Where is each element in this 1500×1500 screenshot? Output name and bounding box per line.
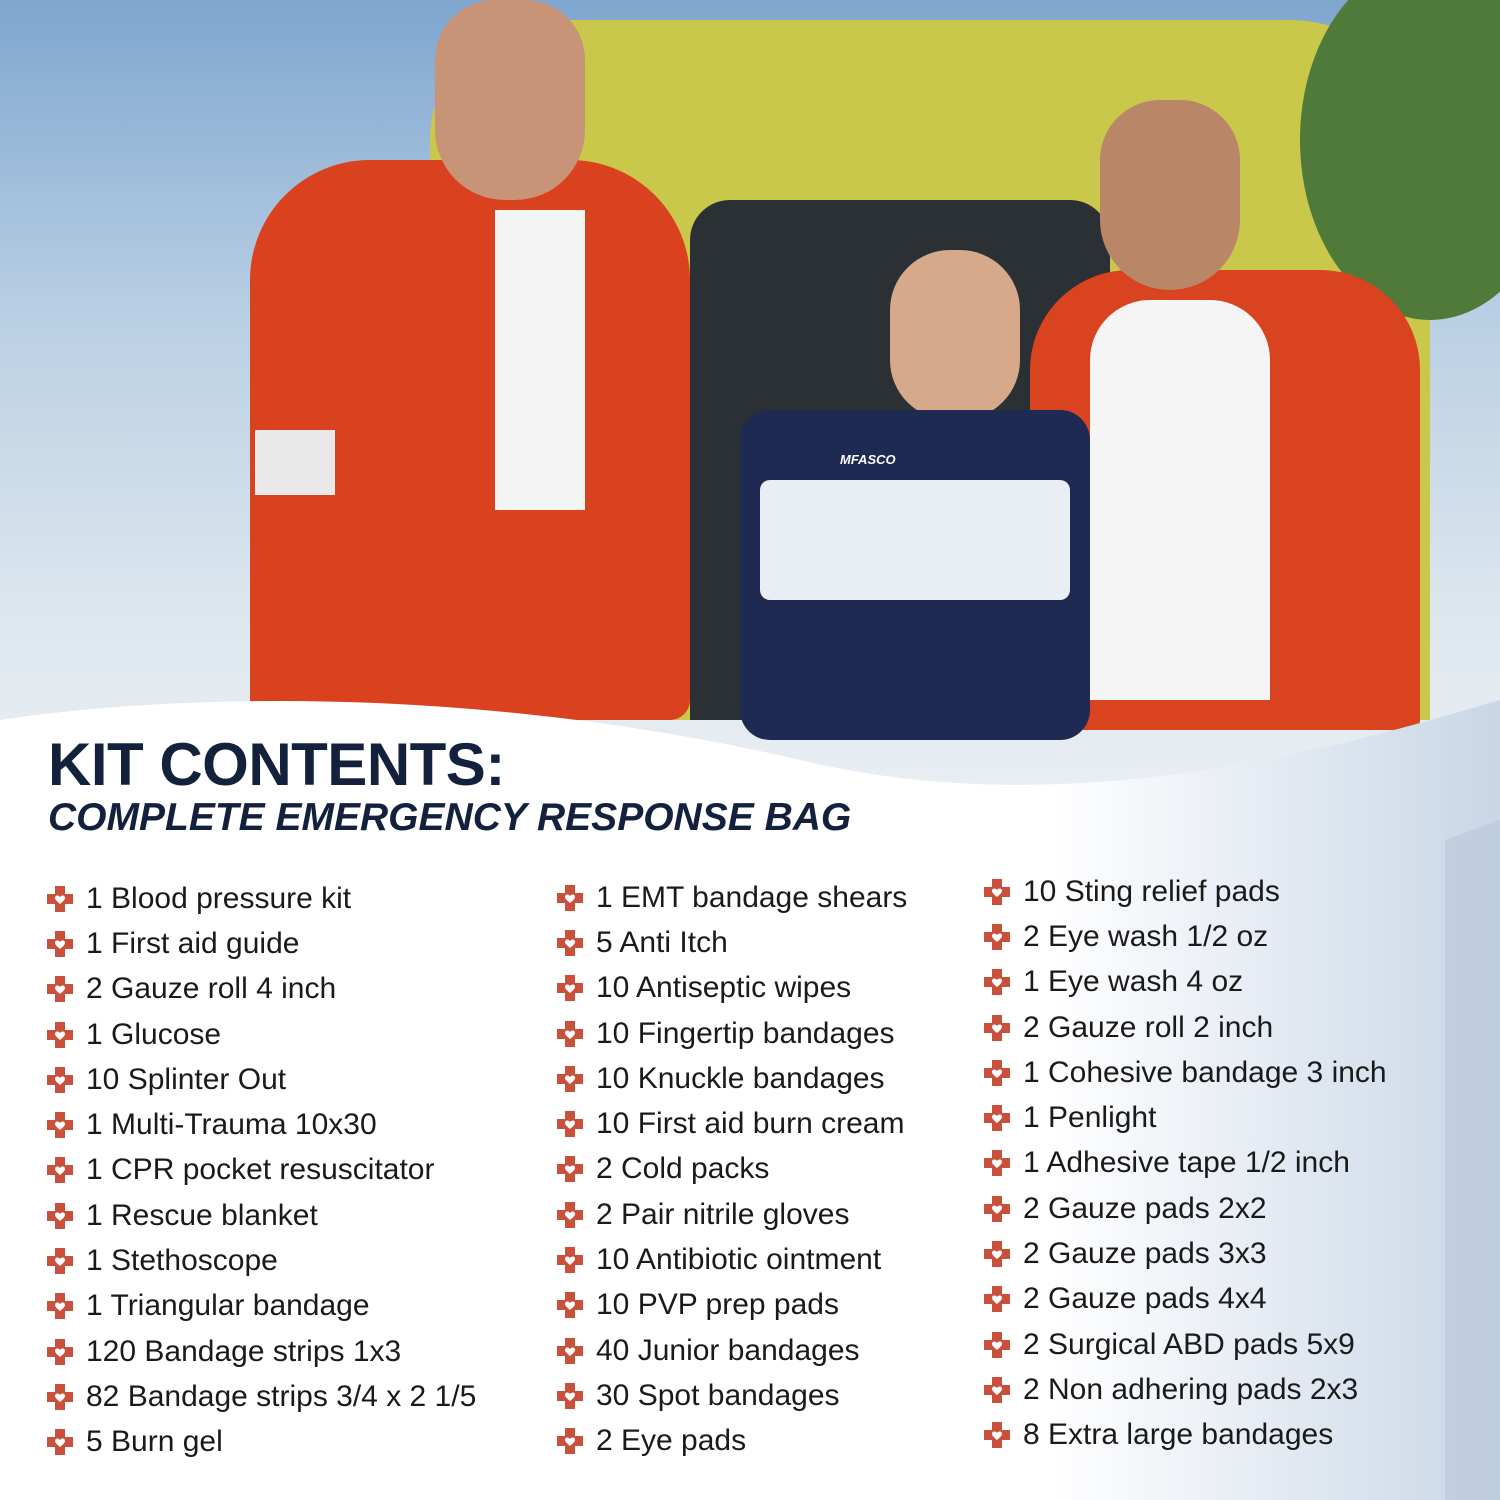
medical-cross-icon [556, 974, 584, 1002]
list-item [983, 1231, 1387, 1276]
medical-cross-icon [556, 929, 584, 957]
medical-cross-icon [556, 1201, 584, 1229]
item-label: 1 First aid guide [86, 926, 300, 960]
item-label: 2 Eye wash 1/2 oz [1023, 919, 1269, 953]
list-item [46, 1374, 476, 1419]
item-label: 2 Gauze roll 4 inch [86, 972, 337, 1006]
medical-cross-icon [46, 1428, 74, 1456]
medical-cross-icon [46, 975, 74, 1003]
medical-cross-icon [983, 1059, 1011, 1087]
list-item [46, 1057, 476, 1102]
item-label: 2 Cold packs [596, 1152, 770, 1186]
medical-cross-icon [46, 885, 74, 913]
contents-column-1 [46, 876, 476, 1465]
medical-cross-icon [556, 1110, 584, 1138]
item-label: 2 Surgical ABD pads 5x9 [1023, 1327, 1355, 1361]
list-item [556, 1101, 907, 1146]
list-item [983, 1050, 1387, 1095]
list-item [46, 1329, 476, 1374]
item-label: 1 Adhesive tape 1/2 inch [1023, 1146, 1350, 1180]
medical-cross-icon [983, 1149, 1011, 1177]
medical-cross-icon [983, 1104, 1011, 1132]
item-label: 2 Gauze pads 3x3 [1023, 1237, 1267, 1271]
list-item [983, 1186, 1387, 1231]
list-item [556, 1283, 907, 1328]
list-item [556, 875, 907, 920]
list-item [556, 1192, 907, 1237]
medical-cross-icon [983, 1240, 1011, 1268]
item-label: 1 Eye wash 4 oz [1023, 965, 1244, 999]
medical-cross-icon [46, 1066, 74, 1094]
item-label: 1 Blood pressure kit [86, 881, 352, 915]
item-label: 1 Triangular bandage [86, 1289, 370, 1323]
medical-cross-icon [556, 1020, 584, 1048]
item-label: 1 Stethoscope [86, 1244, 278, 1278]
medical-cross-icon [46, 1247, 74, 1275]
page-subtitle: COMPLETE EMERGENCY RESPONSE BAG [48, 796, 852, 839]
list-item [983, 1005, 1387, 1050]
item-label: 5 Anti Itch [596, 925, 728, 959]
medical-cross-icon [983, 1195, 1011, 1223]
medical-cross-icon [556, 1382, 584, 1410]
item-label: 10 Knuckle bandages [596, 1061, 885, 1095]
medical-cross-icon [46, 1021, 74, 1049]
item-label: 40 Junior bandages [596, 1333, 860, 1367]
list-item [983, 1141, 1387, 1186]
page-title: KIT CONTENTS: [48, 731, 505, 798]
list-item [46, 1012, 476, 1057]
medical-cross-icon [556, 1427, 584, 1455]
list-item [46, 1148, 476, 1193]
medical-cross-icon [46, 1202, 74, 1230]
list-item [556, 1056, 907, 1101]
list-item [983, 960, 1387, 1005]
item-label: 1 Multi-Trauma 10x30 [86, 1108, 377, 1142]
item-label: 10 Splinter Out [86, 1062, 287, 1096]
list-item [556, 1373, 907, 1418]
medical-cross-icon [983, 968, 1011, 996]
bag-logo: MFASCO [840, 452, 896, 467]
item-label: 120 Bandage strips 1x3 [86, 1334, 402, 1368]
medical-cross-icon [556, 1337, 584, 1365]
contents-column-3 [983, 869, 1387, 1458]
item-label: 1 Glucose [86, 1017, 222, 1051]
list-item [46, 876, 476, 921]
list-item [46, 921, 476, 966]
medical-cross-icon [556, 1065, 584, 1093]
item-label: 10 First aid burn cream [596, 1107, 905, 1141]
item-label: 2 Gauze pads 2x2 [1023, 1191, 1267, 1225]
item-label: 2 Gauze pads 4x4 [1023, 1282, 1267, 1316]
item-label: 8 Extra large bandages [1023, 1418, 1334, 1452]
item-label: 10 Fingertip bandages [596, 1016, 895, 1050]
item-label: 2 Pair nitrile gloves [596, 1197, 850, 1231]
item-label: 2 Gauze roll 2 inch [1023, 1010, 1274, 1044]
medical-cross-icon [46, 1111, 74, 1139]
list-item [983, 1413, 1387, 1458]
item-label: 2 Eye pads [596, 1424, 747, 1458]
medical-cross-icon [983, 1421, 1011, 1449]
item-label: 10 Sting relief pads [1023, 874, 1280, 908]
item-label: 2 Non adhering pads 2x3 [1023, 1372, 1359, 1406]
item-label: 10 Antiseptic wipes [596, 971, 852, 1005]
item-label: 82 Bandage strips 3/4 x 2 1/5 [86, 1379, 477, 1413]
medical-cross-icon [983, 878, 1011, 906]
list-item [556, 1328, 907, 1373]
medical-cross-icon [46, 1338, 74, 1366]
contents-column-2 [556, 875, 907, 1464]
list-item [46, 967, 476, 1012]
item-label: 5 Burn gel [86, 1425, 223, 1459]
medical-cross-icon [556, 1155, 584, 1183]
item-label: 1 EMT bandage shears [596, 880, 908, 914]
list-item [556, 1419, 907, 1464]
list-item [46, 1420, 476, 1465]
medical-cross-icon [46, 1383, 74, 1411]
medical-cross-icon [556, 1291, 584, 1319]
list-item [556, 966, 907, 1011]
item-label: 1 Rescue blanket [86, 1198, 318, 1232]
medical-cross-icon [983, 923, 1011, 951]
list-item [983, 1095, 1387, 1140]
list-item [46, 1238, 476, 1283]
list-item [46, 1102, 476, 1147]
list-item [983, 1277, 1387, 1322]
list-item [556, 1237, 907, 1282]
list-item [983, 1322, 1387, 1367]
medical-cross-icon [556, 884, 584, 912]
list-item [983, 914, 1387, 959]
list-item [556, 920, 907, 965]
list-item [556, 1147, 907, 1192]
item-label: 1 CPR pocket resuscitator [86, 1153, 435, 1187]
item-label: 1 Penlight [1023, 1101, 1157, 1135]
medical-cross-icon [46, 1292, 74, 1320]
medical-cross-icon [983, 1014, 1011, 1042]
medical-cross-icon [983, 1331, 1011, 1359]
medical-cross-icon [556, 1246, 584, 1274]
list-item [46, 1284, 476, 1329]
list-item [983, 1367, 1387, 1412]
list-item [983, 869, 1387, 914]
medical-cross-icon [46, 1156, 74, 1184]
item-label: 1 Cohesive bandage 3 inch [1023, 1055, 1387, 1089]
medical-cross-icon [983, 1376, 1011, 1404]
item-label: 10 PVP prep pads [596, 1288, 839, 1322]
list-item [46, 1193, 476, 1238]
item-label: 30 Spot bandages [596, 1378, 840, 1412]
medical-cross-icon [983, 1285, 1011, 1313]
medical-cross-icon [46, 930, 74, 958]
list-item [556, 1011, 907, 1056]
item-label: 10 Antibiotic ointment [596, 1243, 882, 1277]
